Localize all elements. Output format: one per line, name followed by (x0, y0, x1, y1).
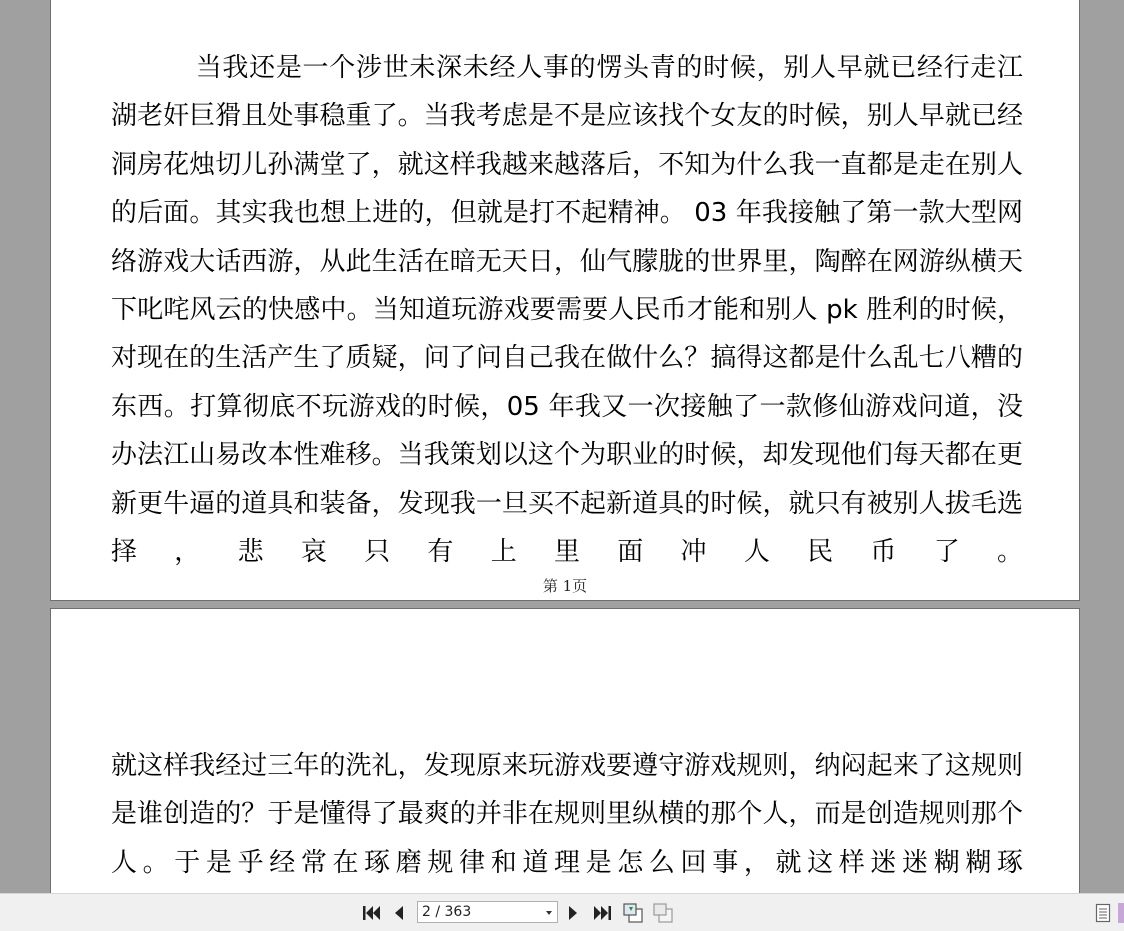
sidebar-toggle[interactable] (1118, 903, 1124, 923)
first-page-icon[interactable] (361, 904, 381, 922)
document-page-1 (50, 0, 1080, 601)
fit-page-icon[interactable] (621, 902, 645, 924)
thumbnails-icon[interactable] (1095, 903, 1111, 923)
page-1-text: 当我还是一个涉世未深未经人事的愣头青的时候，别人早就已经行走江湖老奸巨猾且处事稳重了。当我考虑是不是应该找个女友的时候，别人早就已经洞房花烛切儿孙满堂了，就这样我越来越落后，不知为什么我一直都是走在别人的后面。其实我也想上进的，但就是打不起精神。 03 年我接触了第一款大型网络游戏大话西游，从此生活在暗无天日，仙气朦胧的世界里，陶醉在网游纵横天下叱咤风云的快感中。当知道玩游戏要需要人民币才能和别人 pk 胜利的时候，对现在的生活产生了质疑，问了问自己我在做什么？搞得这都是什么乱七八糟的东西。打算彻底不玩游戏的时候，05 年我又一次接触了一款修仙游戏问道，没办法江山易改本性难移。当我策划以这个为职业的时候，却发现他们每天都在更新更牛逼的道具和装备，发现我一旦买不起新道具的时候，就只有被别人拔毛选择，悲哀只有上里面冲人民币了。 (111, 53, 1023, 568)
chevron-down-icon (546, 911, 552, 915)
page-indicator: 2 / 363 (422, 904, 472, 920)
navigation-toolbar (0, 893, 1124, 931)
page-number-footer: 第 1页 (542, 577, 588, 595)
page-selector-dropdown[interactable] (417, 901, 558, 923)
prev-page-icon[interactable] (392, 904, 406, 922)
next-page-icon[interactable] (566, 904, 580, 922)
document-page-2 (50, 608, 1080, 893)
page-1-paragraph (111, 44, 1023, 576)
fit-width-icon[interactable] (651, 902, 675, 924)
page-2-paragraph: 就这样我经过三年的洗礼，发现原来玩游戏要遵守游戏规则，纳闷起来了这规则是谁创造的？于是懂得了最爽的并非在规则里纵横的那个人，而是创造规则那个人。于是乎经常在琢磨规律和道理是怎么回事，就这样迷迷糊糊琢 (111, 751, 1023, 878)
last-page-icon[interactable] (593, 904, 613, 922)
